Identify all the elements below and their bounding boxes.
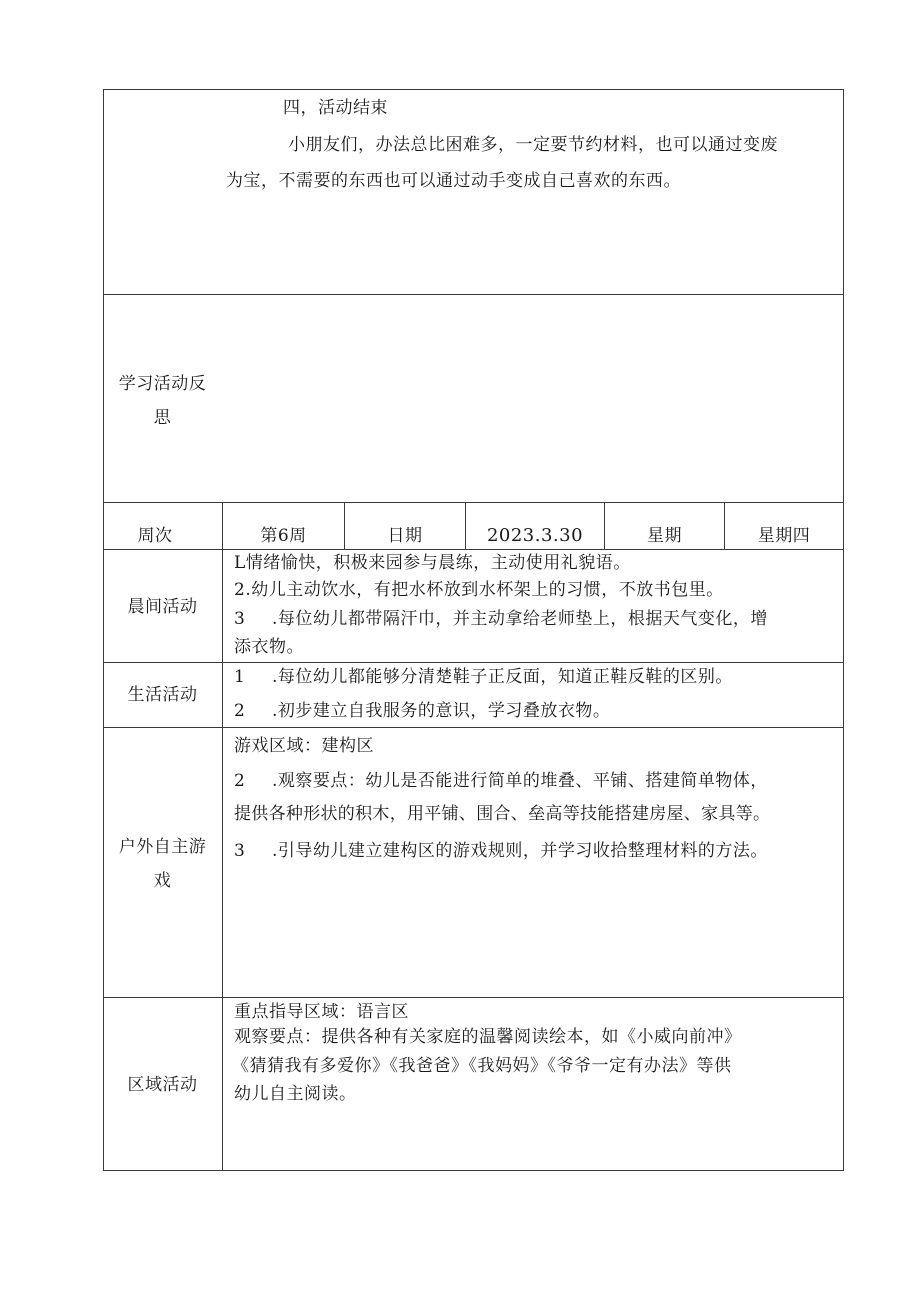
area-line: 《猜猜我有多爱你》《我爸爸》《我妈妈》《爷爷一定有办法》等供 bbox=[232, 1056, 732, 1076]
reflection-label: 学习活动反 bbox=[118, 374, 207, 394]
life-line: .每位幼儿都能够分清楚鞋子正反面，知道正鞋反鞋的区别。 bbox=[272, 667, 733, 687]
row-divider bbox=[103, 997, 844, 998]
row-divider bbox=[103, 294, 844, 295]
end-body-line: 小朋友们，办法总比困难多，一定要节约材料，也可以通过变废 bbox=[288, 135, 778, 155]
life-line-number: 1 bbox=[234, 667, 246, 687]
week-value: 第6周 bbox=[260, 526, 307, 546]
outdoor-line: .引导幼儿建立建构区的游戏规则，并学习收拾整理材料的方法。 bbox=[272, 841, 768, 861]
life-line: .初步建立自我服务的意识，学习叠放衣物。 bbox=[272, 701, 611, 721]
row-divider bbox=[103, 727, 844, 728]
morning-line: .每位幼儿都带隔汗巾，并主动拿给老师垫上，根据天气变化，增 bbox=[272, 609, 768, 629]
outdoor-line: 游戏区域：建构区 bbox=[234, 736, 374, 756]
morning-label: 晨间活动 bbox=[127, 597, 198, 617]
row-divider bbox=[103, 502, 844, 503]
morning-line-number: 3 bbox=[234, 609, 246, 629]
table-border-bottom bbox=[103, 1170, 844, 1171]
outdoor-label: 戏 bbox=[153, 871, 172, 891]
morning-line: 2.幼儿主动饮水，有把水杯放到水杯架上的习惯，不放书包里。 bbox=[234, 580, 724, 600]
table-border-left bbox=[103, 89, 104, 1171]
life-label: 生活活动 bbox=[127, 685, 198, 705]
row-divider bbox=[103, 549, 844, 550]
end-body-line: 为宝，不需要的东西也可以通过动手变成自己喜欢的东西。 bbox=[226, 171, 681, 191]
outdoor-line: 提供各种形状的积木，用平铺、围合、垒高等技能搭建房屋、家具等。 bbox=[234, 804, 771, 824]
morning-line: 添衣物。 bbox=[234, 637, 304, 657]
row-divider bbox=[103, 662, 844, 663]
date-label: 日期 bbox=[387, 526, 423, 546]
life-line-number: 2 bbox=[234, 701, 246, 721]
label-column-divider bbox=[222, 502, 223, 1171]
outdoor-line-number: 2 bbox=[234, 771, 246, 791]
weekday-value: 星期四 bbox=[757, 526, 811, 546]
outdoor-line: .观察要点：幼儿是否能进行简单的堆叠、平铺、搭建简单物体， bbox=[272, 771, 768, 791]
outdoor-line-number: 3 bbox=[234, 841, 246, 861]
week-label: 周次 bbox=[137, 526, 173, 546]
area-line: 观察要点：提供各种有关家庭的温馨阅读绘本，如《小威向前冲》 bbox=[234, 1027, 742, 1047]
area-line: 幼儿自主阅读。 bbox=[234, 1084, 357, 1104]
morning-line: L情绪愉快，积极来园参与晨练，主动使用礼貌语。 bbox=[234, 553, 631, 573]
date-value: 2023.3.30 bbox=[486, 525, 584, 546]
area-label: 区域活动 bbox=[127, 1075, 198, 1095]
table-border-right bbox=[843, 89, 844, 1171]
reflection-label: 思 bbox=[153, 408, 172, 428]
table-border-top bbox=[103, 89, 844, 90]
outdoor-label: 户外自主游 bbox=[118, 837, 207, 857]
area-line: 重点指导区域：语言区 bbox=[234, 1002, 409, 1022]
end-heading: 四，活动结束 bbox=[283, 98, 388, 118]
weekday-label: 星期 bbox=[647, 526, 682, 546]
